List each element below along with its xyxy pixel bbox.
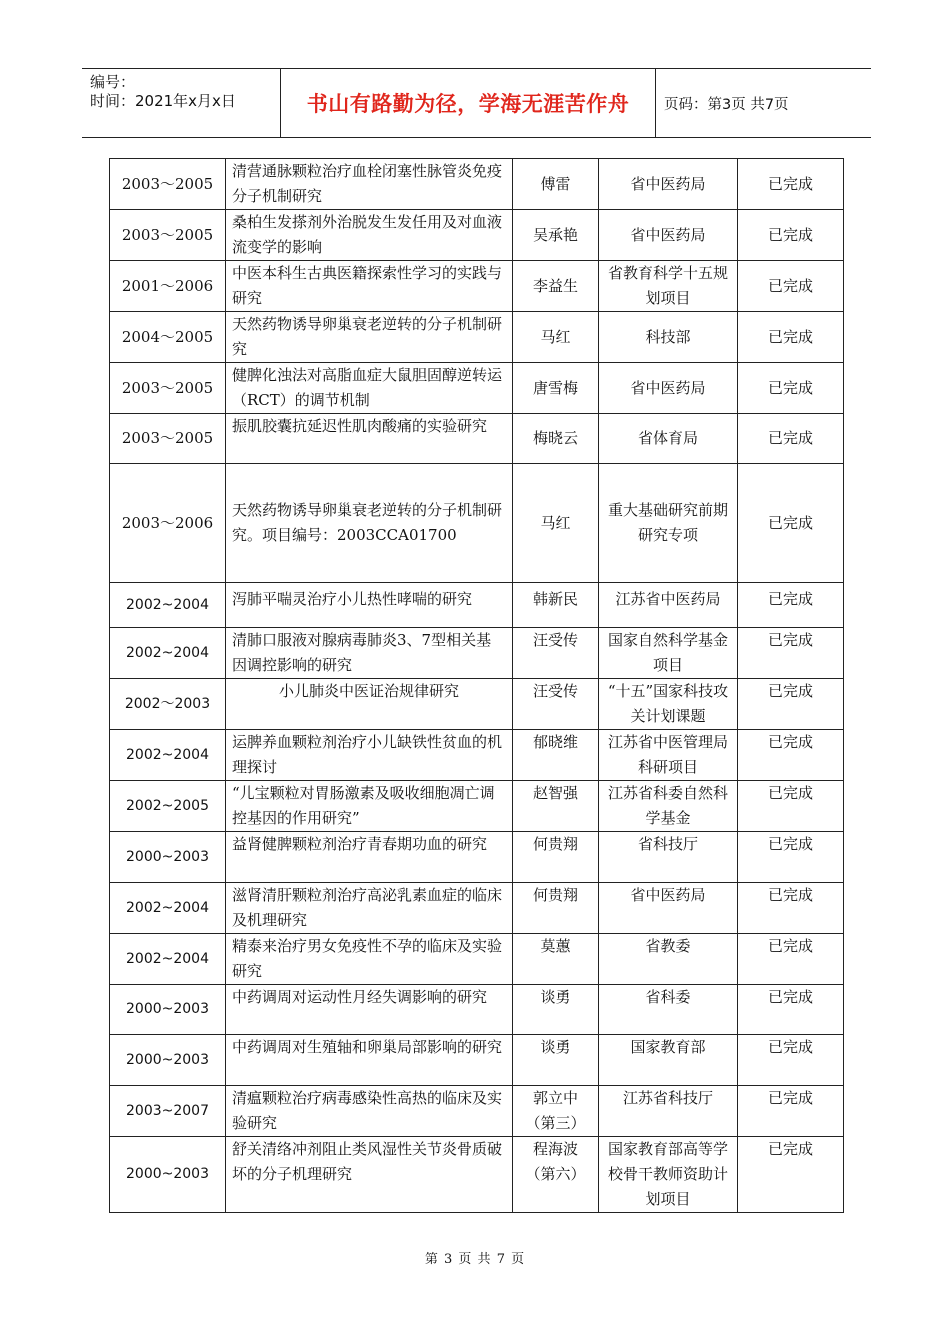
table-row (110, 583, 844, 628)
source-cell: 国家自然科学基金项目 (599, 628, 738, 679)
source-cell: 省体育局 (599, 414, 738, 464)
table-row (110, 1137, 844, 1213)
page-header (82, 68, 871, 138)
period-cell: 2002~2005 (110, 781, 226, 832)
person-cell: 梅晓云 (513, 414, 599, 464)
status-cell: 已完成 (738, 730, 844, 781)
project-table (109, 158, 844, 1213)
status-cell: 已完成 (738, 781, 844, 832)
source-cell: 省中医药局 (599, 210, 738, 261)
status-cell: 已完成 (738, 985, 844, 1035)
table-row (110, 883, 844, 934)
status-cell: 已完成 (738, 414, 844, 464)
source-cell: “十五”国家科技攻关计划课题 (599, 679, 738, 730)
status-cell: 已完成 (738, 1035, 844, 1086)
source-cell: 江苏省科委自然科学基金 (599, 781, 738, 832)
source-cell: 省中医药局 (599, 883, 738, 934)
table-row (110, 1035, 844, 1086)
source-cell: 国家教育部 (599, 1035, 738, 1086)
status-cell: 已完成 (738, 679, 844, 730)
title-cell: 中药调周对生殖轴和卵巢局部影响的研究 (226, 1035, 513, 1086)
title-cell: 滋肾清肝颗粒剂治疗高泌乳素血症的临床及机理研究 (226, 883, 513, 934)
table-row (110, 628, 844, 679)
person-cell: 赵智强 (513, 781, 599, 832)
status-cell: 已完成 (738, 934, 844, 985)
header-page-label: 页码：第3页 共7页 (664, 96, 789, 113)
source-cell: 江苏省科技厅 (599, 1086, 738, 1137)
source-cell: 省科委 (599, 985, 738, 1035)
title-cell: “儿宝颗粒对胃肠激素及吸收细胞凋亡调控基因的作用研究” (226, 781, 513, 832)
table-row (110, 414, 844, 464)
person-cell: 何贵翔 (513, 883, 599, 934)
person-cell: 汪受传 (513, 679, 599, 730)
period-cell: 2003～2005 (110, 210, 226, 261)
period-cell: 2002~2004 (110, 934, 226, 985)
period-cell: 2003~2007 (110, 1086, 226, 1137)
person-cell: 傅雷 (513, 159, 599, 210)
period-cell: 2003～2005 (110, 414, 226, 464)
title-cell: 精泰来治疗男女免疫性不孕的临床及实验研究 (226, 934, 513, 985)
header-motto: 书山有路勤为径，学海无涯苦作舟 (306, 92, 630, 116)
title-cell: 桑柏生发搽剂外治脱发生发任用及对血液流变学的影响 (226, 210, 513, 261)
title-cell: 益肾健脾颗粒剂治疗青春期功血的研究 (226, 832, 513, 883)
page-footer: 第 3 页 共 7 页 (424, 1252, 526, 1267)
period-cell: 2002~2004 (110, 583, 226, 628)
person-cell: 郭立中（第三） (513, 1086, 599, 1137)
status-cell: 已完成 (738, 832, 844, 883)
status-cell: 已完成 (738, 159, 844, 210)
period-cell: 2002~2004 (110, 628, 226, 679)
table-row (110, 985, 844, 1035)
status-cell: 已完成 (738, 583, 844, 628)
table-row (110, 781, 844, 832)
title-cell: 中医本科生古典医籍探索性学习的实践与研究 (226, 261, 513, 312)
status-cell: 已完成 (738, 261, 844, 312)
person-cell: 马红 (513, 312, 599, 363)
source-cell: 科技部 (599, 312, 738, 363)
source-cell: 江苏省中医药局 (599, 583, 738, 628)
period-cell: 2004～2005 (110, 312, 226, 363)
table-row (110, 1086, 844, 1137)
header-meta (90, 73, 236, 111)
status-cell: 已完成 (738, 210, 844, 261)
period-cell: 2002～2003 (110, 679, 226, 730)
status-cell: 已完成 (738, 363, 844, 414)
period-cell: 2001～2006 (110, 261, 226, 312)
period-cell: 2000~2003 (110, 985, 226, 1035)
status-cell: 已完成 (738, 1086, 844, 1137)
person-cell: 程海波（第六） (513, 1137, 599, 1213)
period-cell: 2003～2006 (110, 464, 226, 583)
person-cell: 何贵翔 (513, 832, 599, 883)
title-cell: 清瘟颗粒治疗病毒感染性高热的临床及实验研究 (226, 1086, 513, 1137)
table-row (110, 464, 844, 583)
title-cell: 天然药物诱导卵巢衰老逆转的分子机制研究 (226, 312, 513, 363)
source-cell: 省中医药局 (599, 159, 738, 210)
period-cell: 2002~2004 (110, 730, 226, 781)
status-cell: 已完成 (738, 312, 844, 363)
title-cell: 天然药物诱导卵巢衰老逆转的分子机制研究。项目编号：2003CCA01700 (226, 464, 513, 583)
title-cell: 振肌胶囊抗延迟性肌肉酸痛的实验研究 (226, 414, 513, 464)
header-divider (655, 69, 656, 137)
table-row (110, 210, 844, 261)
status-cell: 已完成 (738, 883, 844, 934)
table-row (110, 679, 844, 730)
title-cell: 清营通脉颗粒治疗血栓闭塞性脉管炎免疫分子机制研究 (226, 159, 513, 210)
person-cell: 谈勇 (513, 985, 599, 1035)
title-cell: 健脾化浊法对高脂血症大鼠胆固醇逆转运（RCT）的调节机制 (226, 363, 513, 414)
period-cell: 2000~2003 (110, 1035, 226, 1086)
status-cell: 已完成 (738, 628, 844, 679)
number-label: 编号： (90, 73, 136, 91)
table-row (110, 832, 844, 883)
table-row (110, 159, 844, 210)
title-cell: 泻肺平喘灵治疗小儿热性哮喘的研究 (226, 583, 513, 628)
title-cell: 中药调周对运动性月经失调影响的研究 (226, 985, 513, 1035)
table-row (110, 730, 844, 781)
person-cell: 谈勇 (513, 1035, 599, 1086)
person-cell: 郁晓维 (513, 730, 599, 781)
period-cell: 2003～2005 (110, 363, 226, 414)
source-cell: 省教育科学十五规划项目 (599, 261, 738, 312)
person-cell: 韩新民 (513, 583, 599, 628)
title-cell: 小儿肺炎中医证治规律研究 (226, 679, 513, 730)
period-cell: 2000~2003 (110, 1137, 226, 1213)
source-cell: 江苏省中医管理局科研项目 (599, 730, 738, 781)
period-cell: 2003～2005 (110, 159, 226, 210)
period-cell: 2000~2003 (110, 832, 226, 883)
person-cell: 李益生 (513, 261, 599, 312)
person-cell: 吴承艳 (513, 210, 599, 261)
source-cell: 国家教育部高等学校骨干教师资助计划项目 (599, 1137, 738, 1213)
period-cell: 2002~2004 (110, 883, 226, 934)
source-cell: 省教委 (599, 934, 738, 985)
person-cell: 汪受传 (513, 628, 599, 679)
table-row (110, 312, 844, 363)
source-cell: 省中医药局 (599, 363, 738, 414)
table-row (110, 261, 844, 312)
status-cell: 已完成 (738, 464, 844, 583)
title-cell: 运脾养血颗粒剂治疗小儿缺铁性贫血的机理探讨 (226, 730, 513, 781)
table-row (110, 363, 844, 414)
status-cell: 已完成 (738, 1137, 844, 1213)
person-cell: 马红 (513, 464, 599, 583)
source-cell: 重大基础研究前期研究专项 (599, 464, 738, 583)
table-row (110, 934, 844, 985)
source-cell: 省科技厅 (599, 832, 738, 883)
title-cell: 清肺口服液对腺病毒肺炎3、7型相关基因调控影响的研究 (226, 628, 513, 679)
person-cell: 唐雪梅 (513, 363, 599, 414)
title-cell: 舒关清络冲剂阻止类风湿性关节炎骨质破坏的分子机理研究 (226, 1137, 513, 1213)
time-label: 时间：2021年x月x日 (90, 92, 236, 110)
person-cell: 莫蕙 (513, 934, 599, 985)
